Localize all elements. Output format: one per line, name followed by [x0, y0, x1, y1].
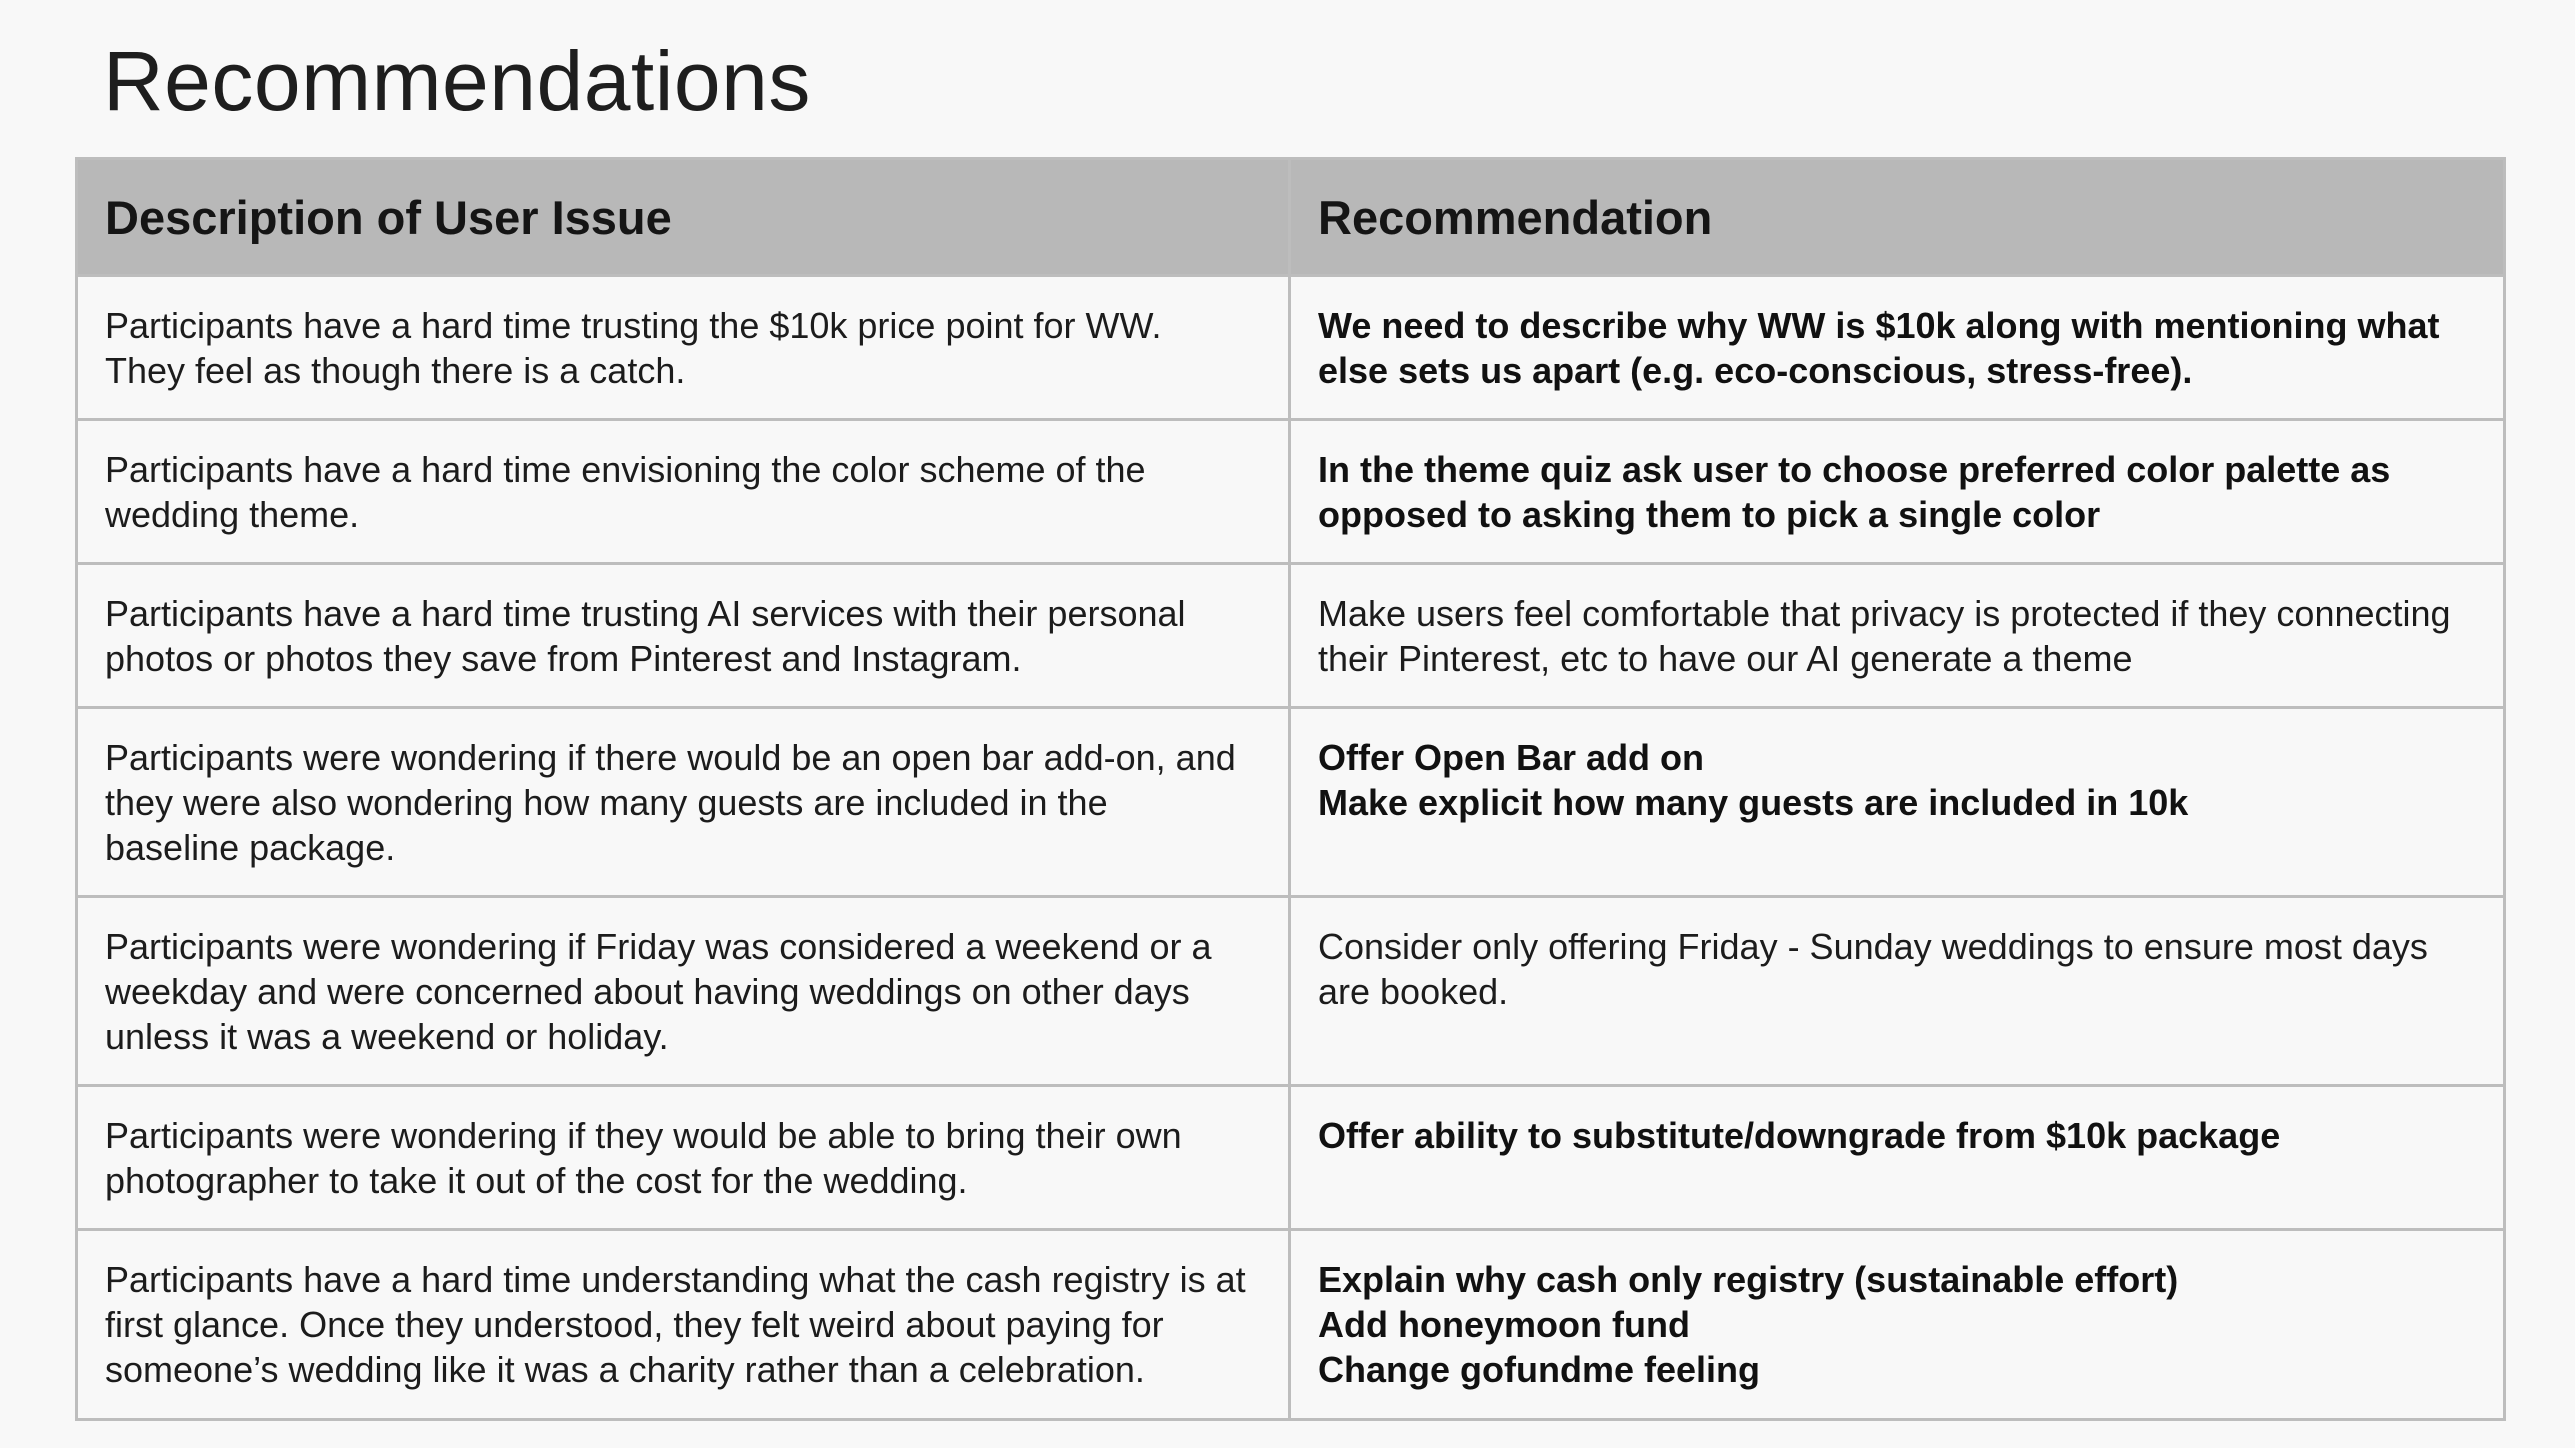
table-row — [77, 897, 2505, 1086]
recommendation-cell — [1290, 897, 2505, 1086]
issue-cell: Participants were wondering if they would be able to bring their own photographer to take it out of the cost for the wedding. — [77, 1086, 1290, 1230]
table-body — [77, 276, 2505, 1420]
recommendation-cell — [1290, 420, 2505, 564]
issue-cell: Participants have a hard time trusting AI services with their personal photos or photos they save from Pinterest and Instagram. — [77, 564, 1290, 708]
recommendation-cell — [1290, 1230, 2505, 1420]
table-row — [77, 276, 2505, 420]
issue-cell: Participants were wondering if Friday was considered a weekend or a weekday and were concerned about having weddings on other days unless it was a weekend or holiday. — [77, 897, 1290, 1086]
recommendation-line: Explain why cash only registry (sustainable effort) — [1318, 1259, 2179, 1300]
issue-cell: Participants have a hard time understanding what the cash registry is at first glance. Once they understood, they felt weird about paying for someone’s wedding like it was a charity rather than a celebration. — [77, 1230, 1290, 1420]
page-title: Recommendations — [103, 34, 811, 128]
recommendation-line: Make users feel comfortable that privacy is protected if they connecting their Pinterest, etc to have our AI generate a theme — [1318, 593, 2451, 679]
table-row — [77, 564, 2505, 708]
table-row — [77, 1086, 2505, 1230]
issue-cell: Participants were wondering if there would be an open bar add-on, and they were also wondering how many guests are included in the baseline package. — [77, 708, 1290, 897]
issue-cell: Participants have a hard time trusting the $10k price point for WW. They feel as though there is a catch. — [77, 276, 1290, 420]
recommendation-line: Add honeymoon fund — [1318, 1304, 1690, 1345]
header-description: Description of User Issue — [77, 159, 1290, 276]
issue-cell: Participants have a hard time envisioning the color scheme of the wedding theme. — [77, 420, 1290, 564]
recommendation-line: Offer Open Bar add on — [1318, 737, 1705, 778]
table-header-row — [77, 159, 2505, 276]
recommendation-line: Consider only offering Friday - Sunday weddings to ensure most days are booked. — [1318, 926, 2428, 1012]
recommendation-cell — [1290, 1086, 2505, 1230]
table-row — [77, 1230, 2505, 1420]
recommendation-cell — [1290, 708, 2505, 897]
recommendation-line: Make explicit how many guests are included in 10k — [1318, 782, 2189, 823]
table-row — [77, 708, 2505, 897]
recommendation-line: Change gofundme feeling — [1318, 1349, 1761, 1390]
recommendation-line: Offer ability to substitute/downgrade from $10k package — [1318, 1115, 2281, 1156]
recommendation-line: We need to describe why WW is $10k along with mentioning what else sets us apart (e.g. eco-conscious, stress-free). — [1318, 305, 2440, 391]
recommendation-line: In the theme quiz ask user to choose preferred color palette as opposed to asking them to pick a single color — [1318, 449, 2391, 535]
recommendations-table — [75, 157, 2506, 1421]
table-row — [77, 420, 2505, 564]
recommendation-cell — [1290, 564, 2505, 708]
header-recommendation: Recommendation — [1290, 159, 2505, 276]
recommendation-cell — [1290, 276, 2505, 420]
